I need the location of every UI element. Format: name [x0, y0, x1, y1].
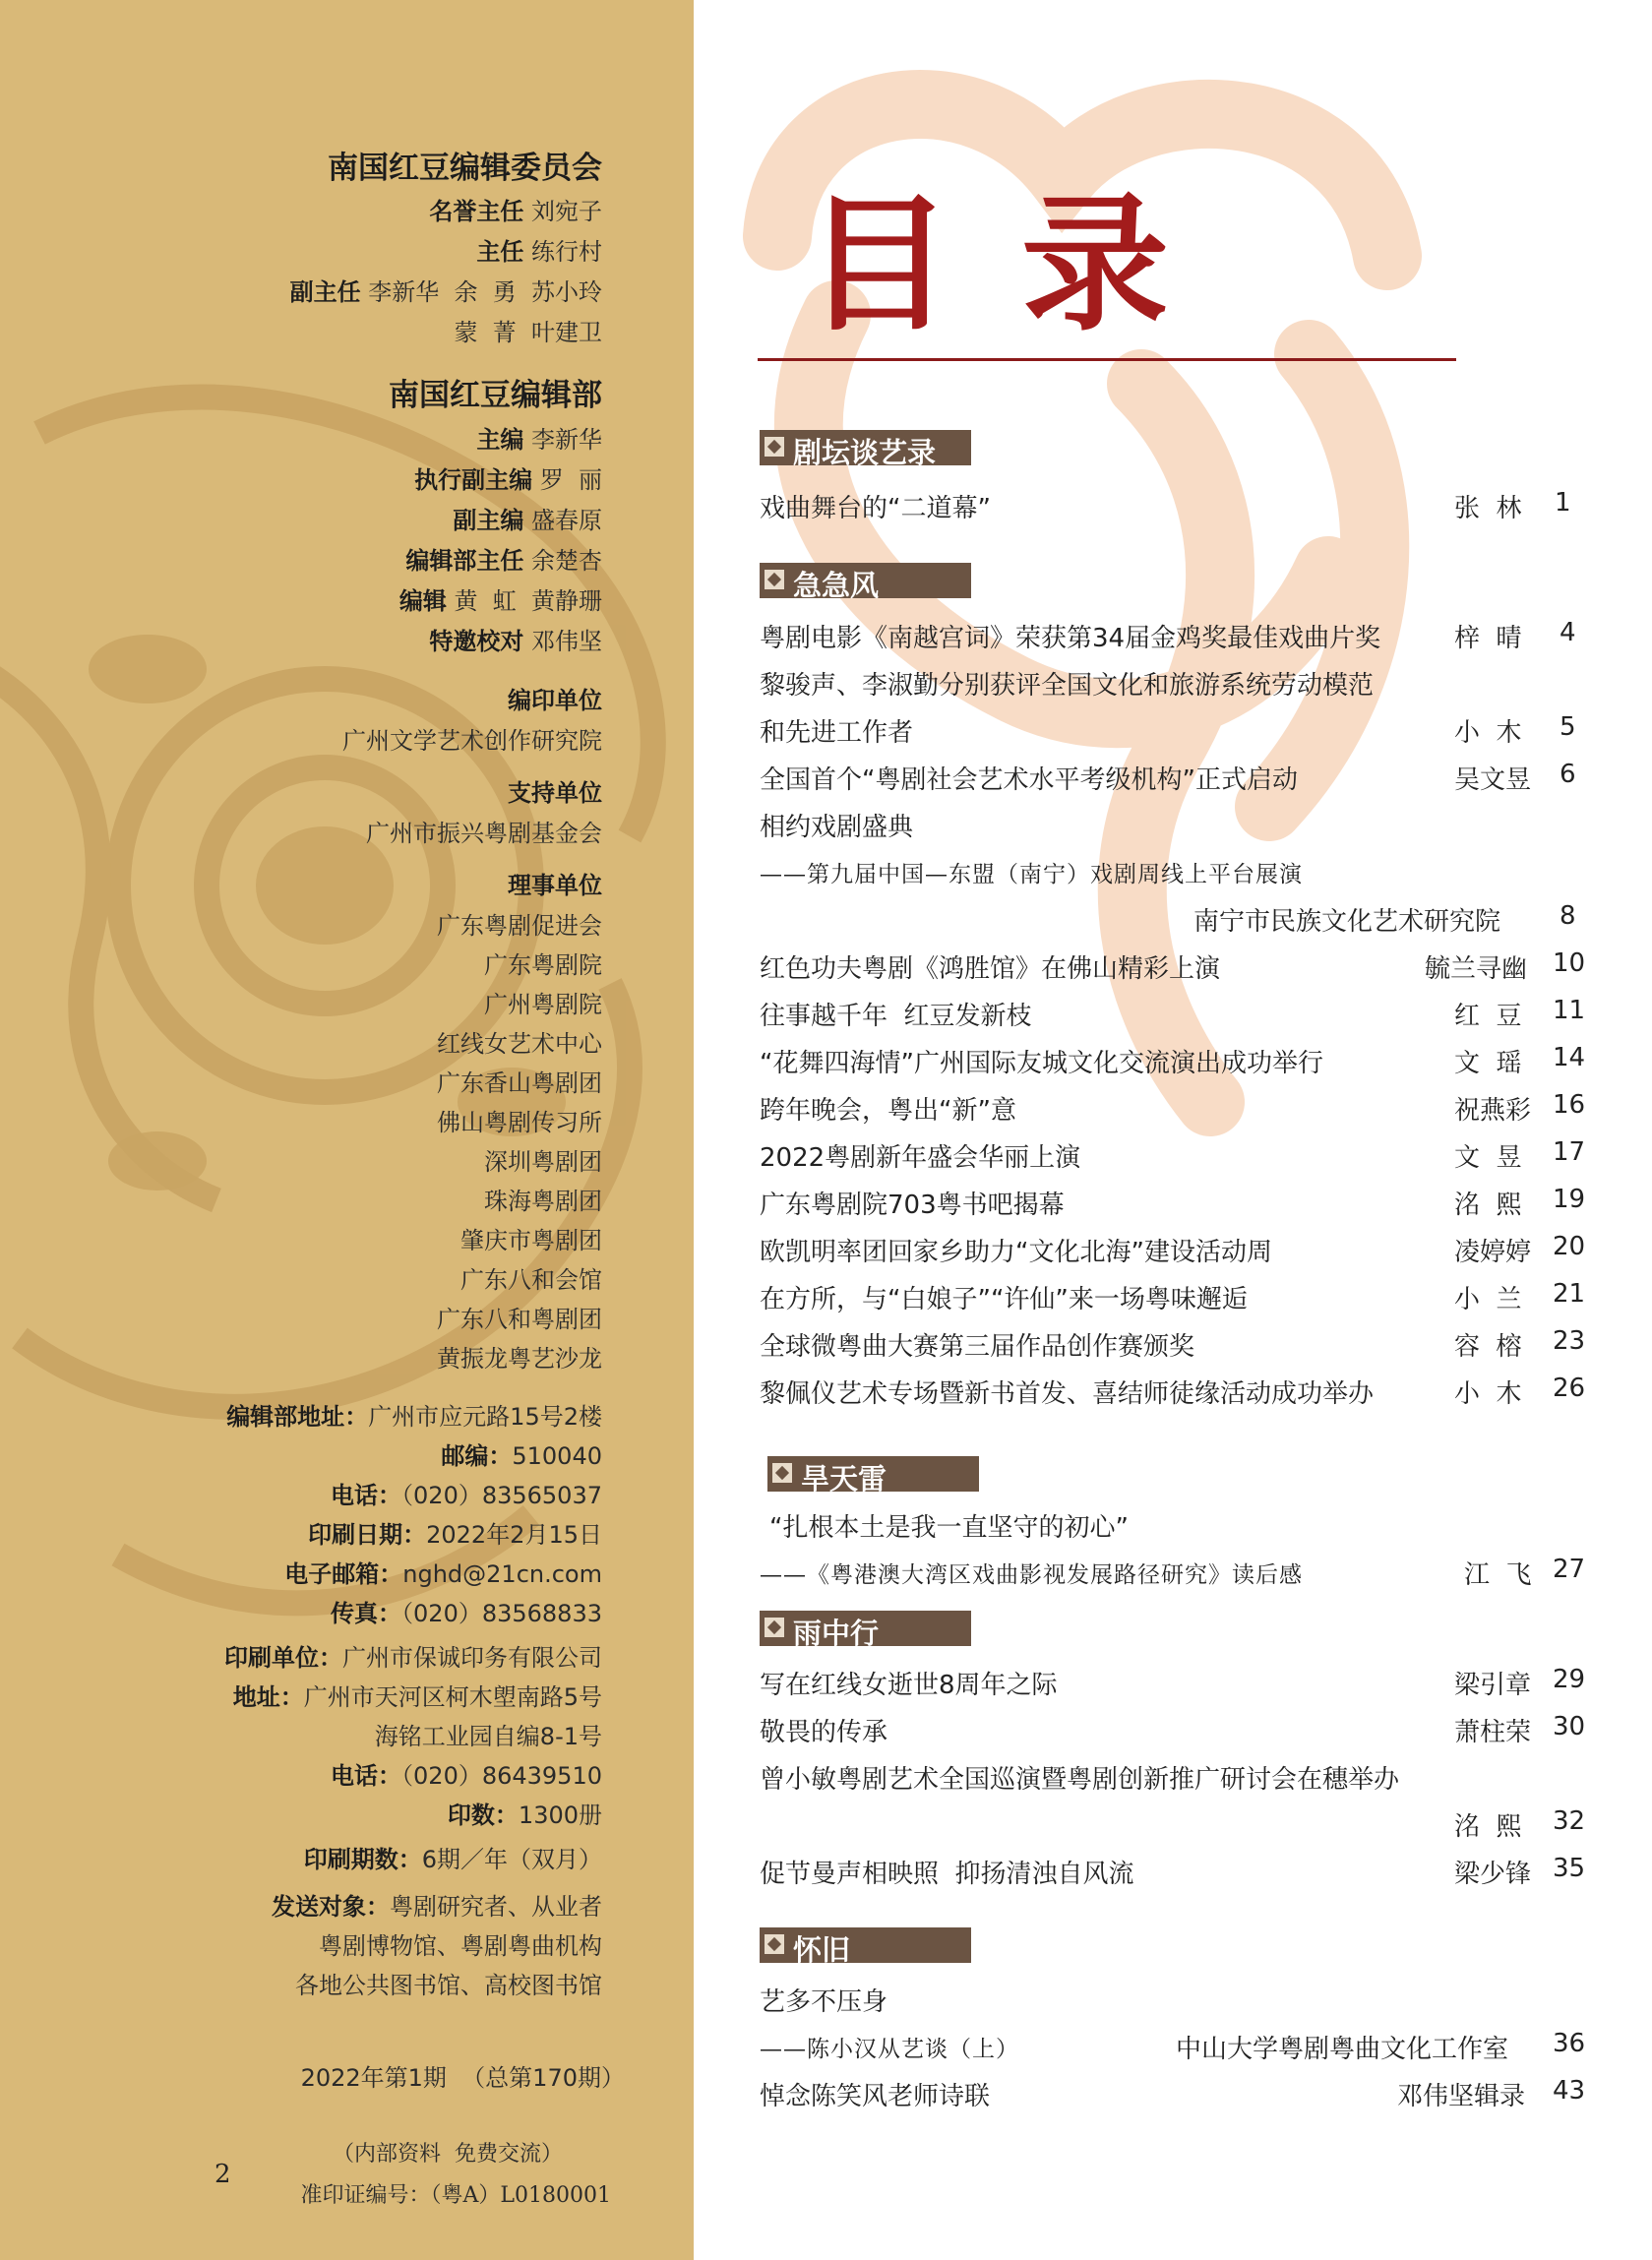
section-label: 怀旧 — [793, 1933, 851, 1967]
names: 李新华 余 勇 苏小玲 — [368, 278, 602, 306]
section-header — [760, 563, 971, 602]
toc-entry-title: 粤剧电影《南越宫词》荣获第34届金鸡奖最佳戏曲片奖 — [760, 624, 1381, 653]
council-item: 黄振龙粤艺沙龙 — [437, 1345, 602, 1373]
title-divider — [758, 358, 1456, 361]
section-header — [760, 1611, 971, 1650]
role-label: 地址 — [232, 1683, 280, 1711]
role-label: 印数 — [447, 1802, 495, 1829]
info-row: 印刷日期：2022年2月15日 — [308, 1521, 602, 1549]
value: 海铭工业园自编8-1号 — [374, 1723, 602, 1750]
role-label: 邮编 — [441, 1442, 489, 1470]
diamond-icon — [764, 569, 785, 590]
toc-entry-author: 小 兰 — [1454, 1285, 1522, 1314]
toc-entry-author: 梓 晴 — [1454, 624, 1522, 653]
value: 粤剧博物馆、粤剧粤曲机构 — [319, 1932, 602, 1960]
toc-entry-title: 往事越千年 红豆发新枝 — [760, 1002, 1032, 1031]
toc-entry-author: 江 飞 — [1464, 1560, 1532, 1590]
role-label: 编辑 — [398, 587, 447, 615]
toc-entry-author: 小 木 — [1454, 1379, 1522, 1409]
toc-entry-page: 1 — [1555, 488, 1571, 518]
council-item: 广东香山粤剧团 — [437, 1069, 602, 1097]
info-row — [295, 1966, 602, 2000]
toc-entry-title: 在方所，与“白娘子”“许仙”来一场粤味邂逅 — [760, 1285, 1248, 1314]
section-header — [767, 1456, 979, 1496]
dept-row — [429, 622, 602, 656]
info-row: 地址：广州市天河区柯木塱南路5号 — [232, 1683, 602, 1711]
role-label: 传真 — [331, 1600, 379, 1627]
committee-row — [454, 313, 602, 347]
info-row: 电话：（020）86439510 — [331, 1762, 602, 1790]
role-label: 副主编 — [453, 507, 524, 534]
diamond-icon — [764, 436, 785, 458]
info-row — [319, 1926, 602, 1961]
permit-number: 准印证编号：（粤A）L0180001 — [300, 2183, 611, 2208]
role-label: 电话 — [331, 1482, 379, 1509]
toc-entry-title: 艺多不压身 — [760, 1987, 888, 2017]
page-number: 2 — [214, 2160, 231, 2189]
council-item: 佛山粤剧传习所 — [437, 1109, 602, 1136]
toc-entry-author: 洺 熙 — [1454, 1191, 1522, 1220]
value: 510040 — [512, 1442, 602, 1470]
toc-entry-title: 和先进工作者 — [760, 718, 914, 748]
toc-entry-author: 张 林 — [1454, 494, 1522, 523]
toc-entry-page: 36 — [1553, 2029, 1586, 2058]
value: 各地公共图书馆、高校图书馆 — [295, 1972, 602, 1999]
diamond-icon — [764, 1617, 785, 1638]
toc-entry-subtitle: ——陈小汉从艺谈（上） — [760, 2037, 1019, 2062]
toc-entry-author: 文 瑶 — [1454, 1049, 1522, 1078]
toc-entry-page: 6 — [1560, 760, 1576, 789]
info-row: 电子邮箱：nghd@21cn.com — [284, 1560, 602, 1588]
toc-entry-title: 曾小敏粤剧艺术全国巡演暨粤剧创新推广研讨会在穗举办 — [760, 1765, 1400, 1795]
toc-entry-author: 梁引章 — [1454, 1671, 1532, 1700]
role-label: 主任 — [476, 238, 524, 266]
toc-entry-page: 11 — [1553, 996, 1586, 1025]
toc-entry-title: 广东粤剧院703粤书吧揭幕 — [760, 1191, 1065, 1220]
diamond-icon — [764, 1933, 785, 1955]
role-label: 编辑部地址 — [226, 1403, 345, 1431]
toc-entry-author: 南宁市民族文化艺术研究院 — [1193, 907, 1501, 937]
toc-entry-title: 全球微粤曲大赛第三届作品创作赛颁奖 — [760, 1332, 1195, 1362]
council-item: 红线女艺术中心 — [437, 1030, 602, 1058]
council-item: 深圳粤剧团 — [484, 1148, 602, 1176]
council-item: 广东粤剧促进会 — [437, 912, 602, 940]
value: （020）83565037 — [401, 1482, 602, 1509]
toc-entry-author: 萧柱荣 — [1454, 1718, 1532, 1747]
info-row: 传真：（020）83568833 — [331, 1600, 602, 1627]
toc-entry-page: 35 — [1553, 1854, 1586, 1883]
section-header — [760, 1927, 971, 1967]
toc-entry-page: 30 — [1553, 1712, 1586, 1741]
value: 广州市应元路15号2楼 — [368, 1403, 602, 1431]
names: 邓伟坚 — [531, 628, 602, 655]
value: 粤剧研究者、从业者 — [390, 1893, 602, 1921]
toc-entry-title: 红色功夫粤剧《鸿胜馆》在佛山精彩上演 — [760, 954, 1221, 984]
toc-entry-page: 16 — [1553, 1090, 1586, 1120]
council-item: 广东八和会馆 — [460, 1266, 602, 1294]
committee-row — [476, 232, 602, 267]
support: 广州市振兴粤剧基金会 — [366, 820, 602, 847]
toc-entry-author: 毓兰寻幽 — [1425, 954, 1528, 984]
toc-entry-title: 写在红线女逝世8周年之际 — [760, 1671, 1058, 1700]
toc-entry-page: 14 — [1553, 1043, 1586, 1072]
names: 罗 丽 — [539, 466, 602, 494]
label: 理事单位 — [508, 872, 602, 899]
toc-entry-title: “花舞四海情”广州国际友城文化交流演出成功举行 — [760, 1049, 1323, 1078]
toc-entry-page: 5 — [1560, 712, 1576, 742]
toc-entry-title: 跨年晚会，粤出“新”意 — [760, 1096, 1016, 1126]
names: 黄 虹 黄静珊 — [454, 587, 602, 615]
toc-entry-page: 29 — [1553, 1665, 1586, 1694]
dept-row — [476, 420, 602, 455]
section-label: 剧坛谈艺录 — [793, 436, 937, 469]
publisher: 广州文学艺术创作研究院 — [342, 727, 602, 755]
value: 广州市天河区柯木塱南路5号 — [303, 1683, 602, 1711]
dept-title: 南国红豆编辑部 — [389, 378, 602, 413]
dept-row — [453, 501, 602, 535]
toc-entry-author: 邓伟坚辑录 — [1397, 2082, 1526, 2111]
council-item: 广州粤剧院 — [484, 991, 602, 1018]
toc-entry-page: 10 — [1553, 948, 1586, 978]
section-header — [760, 430, 971, 469]
info-row — [375, 1717, 602, 1751]
toc-entry-title: 悼念陈笑风老师诗联 — [760, 2082, 991, 2111]
toc-entry-title: 2022粤剧新年盛会华丽上演 — [760, 1143, 1081, 1173]
page-title: 目录 — [805, 180, 1239, 351]
role-label: 编辑部主任 — [405, 547, 524, 575]
toc-entry-subtitle: ——《粤港澳大湾区戏曲影视发展路径研究》读后感 — [760, 1562, 1303, 1588]
role-label: 特邀校对 — [429, 628, 524, 655]
toc-entry-subtitle: ——第九届中国—东盟（南宁）戏剧周线上平台展演 — [760, 862, 1303, 887]
info-row: 邮编：510040 — [441, 1442, 602, 1470]
support-label — [508, 773, 602, 808]
toc-entry-author: 中山大学粤剧粤曲文化工作室 — [1176, 2035, 1509, 2064]
names: 练行村 — [531, 238, 602, 266]
role-label: 印刷单位 — [224, 1644, 319, 1672]
role-label: 发送对象 — [272, 1893, 366, 1921]
info-row: 编辑部地址：广州市应元路15号2楼 — [226, 1403, 602, 1431]
info-row: 印刷期数：6期／年（双月） — [303, 1846, 602, 1873]
info-row: 电话：（020）83565037 — [331, 1482, 602, 1509]
council-item: 肇庆市粤剧团 — [460, 1227, 602, 1254]
toc-entry-page: 8 — [1560, 901, 1576, 931]
value: （020）86439510 — [401, 1762, 602, 1790]
names: 盛春原 — [531, 507, 602, 534]
toc-entry-author: 梁少锋 — [1454, 1860, 1532, 1889]
value: 6期／年（双月） — [421, 1846, 602, 1873]
label: 编印单位 — [508, 687, 602, 714]
role-label: 电子邮箱 — [284, 1560, 380, 1588]
role-label: 执行副主编 — [414, 466, 533, 494]
toc-entry-author: 红 豆 — [1454, 1002, 1522, 1031]
toc-entry-page: 17 — [1553, 1137, 1586, 1167]
toc-entry-page: 26 — [1553, 1374, 1586, 1403]
toc-entry-title: 促节曼声相映照 抑扬清浊自风流 — [760, 1860, 1134, 1889]
toc-entry-page: 23 — [1553, 1326, 1586, 1356]
role-label: 名誉主任 — [429, 198, 524, 225]
committee-row — [429, 192, 602, 226]
council-label — [508, 866, 602, 900]
names: 余楚杏 — [531, 547, 602, 575]
committee-row — [290, 273, 602, 307]
toc-entry-title: 戏曲舞台的“二道幕” — [760, 494, 991, 523]
toc-entry-page: 21 — [1553, 1279, 1586, 1309]
toc-entry-author: 祝燕彩 — [1454, 1096, 1532, 1126]
toc-entry-title: 敬畏的传承 — [760, 1718, 888, 1747]
internal-note: （内部资料 免费交流） — [333, 2142, 563, 2167]
dept-row — [414, 460, 602, 495]
toc-entry-page: 19 — [1553, 1185, 1586, 1214]
diamond-icon — [771, 1462, 793, 1484]
council-item: 广东粤剧院 — [484, 951, 602, 979]
toc-entry-title: 黎骏声、李淑勤分别获评全国文化和旅游系统劳动模范 — [760, 671, 1375, 701]
info-row: 印数：1300册 — [447, 1802, 602, 1829]
toc-entry-author: 容 榕 — [1454, 1332, 1522, 1362]
toc-entry-page: 43 — [1553, 2076, 1586, 2106]
section-label: 雨中行 — [793, 1617, 880, 1650]
dept-row — [399, 581, 602, 616]
toc-entry-title: 全国首个“粤剧社会艺术水平考级机构”正式启动 — [760, 765, 1298, 795]
names: 李新华 — [531, 426, 602, 454]
toc-entry-page: 4 — [1560, 618, 1576, 647]
section-label: 旱天雷 — [801, 1462, 887, 1496]
toc-entry-title: “扎根本土是我一直坚守的初心” — [769, 1513, 1129, 1543]
section-label: 急急风 — [793, 569, 880, 602]
masthead-panel — [0, 0, 694, 2260]
names: 刘宛子 — [531, 198, 602, 225]
council-item: 广东八和粤剧团 — [437, 1306, 602, 1333]
value: nghd@21cn.com — [402, 1560, 602, 1588]
value: 1300册 — [518, 1802, 602, 1829]
role-label: 副主任 — [289, 278, 361, 306]
value: 2022年2月15日 — [426, 1521, 602, 1549]
value: 广州市保诚印务有限公司 — [342, 1644, 602, 1672]
info-row: 印刷单位：广州市保诚印务有限公司 — [224, 1644, 602, 1672]
label: 支持单位 — [508, 779, 602, 807]
toc-entry-author: 文 昱 — [1454, 1143, 1522, 1173]
info-row: 发送对象：粤剧研究者、从业者 — [272, 1893, 602, 1921]
toc-entry-title: 欧凯明率团回家乡助力“文化北海”建设活动周 — [760, 1238, 1272, 1267]
names: 蒙 菁 叶建卫 — [454, 319, 602, 346]
toc-entry-page: 27 — [1553, 1555, 1586, 1584]
toc-entry-author: 吴文昱 — [1454, 765, 1532, 795]
value: （020）83568833 — [401, 1600, 602, 1627]
toc-entry-title: 相约戏剧盛典 — [760, 813, 914, 842]
publisher-label — [508, 681, 602, 715]
toc-entry-title: 黎佩仪艺术专场暨新书首发、喜结师徒缘活动成功举办 — [760, 1379, 1375, 1409]
issue-number: 2022年第1期 （总第170期） — [300, 2064, 625, 2092]
committee-title: 南国红豆编辑委员会 — [328, 151, 602, 186]
toc-entry-author: 凌婷婷 — [1454, 1238, 1532, 1267]
toc-entry-author: 小 木 — [1454, 718, 1522, 748]
toc-entry-page: 32 — [1553, 1806, 1586, 1836]
dept-row — [405, 541, 602, 576]
role-label: 印刷期数 — [303, 1846, 398, 1873]
toc-entry-author: 洺 熙 — [1454, 1812, 1522, 1842]
role-label: 印刷日期 — [308, 1521, 403, 1549]
role-label: 主编 — [476, 426, 524, 454]
role-label: 电话 — [331, 1762, 379, 1790]
toc-entry-page: 20 — [1553, 1232, 1586, 1261]
council-item: 珠海粤剧团 — [484, 1188, 602, 1215]
